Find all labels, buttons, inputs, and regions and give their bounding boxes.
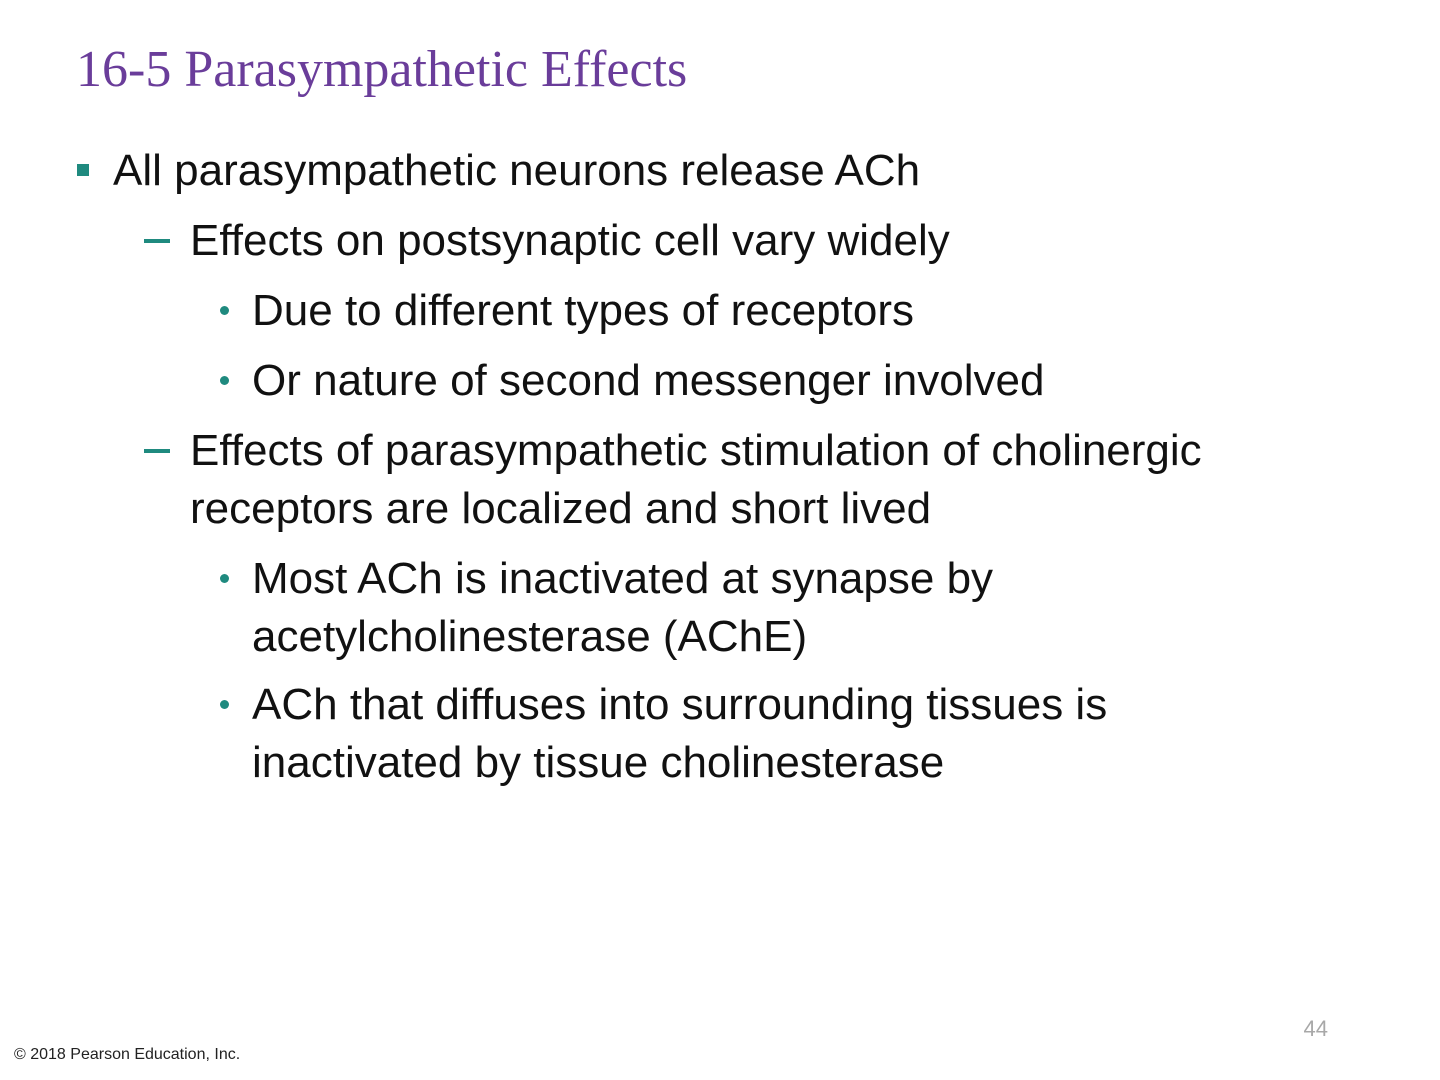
dash-bullet-icon <box>144 449 170 453</box>
dot-bullet-icon <box>220 700 229 709</box>
bullet-text: Or nature of second messenger involved <box>252 356 1045 405</box>
copyright-notice: © 2018 Pearson Education, Inc. <box>14 1046 241 1063</box>
slide-title: 16-5 Parasympathetic Effects <box>76 41 688 98</box>
bullet-level2 <box>190 212 950 270</box>
bullet-level3 <box>252 282 914 340</box>
bullet-text: Effects on postsynaptic cell vary widely <box>190 216 950 265</box>
dot-bullet-icon <box>220 574 229 583</box>
bullet-level3 <box>252 352 1044 410</box>
bullet-text: ACh that diffuses into surrounding tissues is inactivated by tissue cholinesterase <box>252 680 1108 787</box>
bullet-text: Due to different types of receptors <box>252 286 914 335</box>
square-bullet-icon <box>77 164 89 176</box>
bullet-level2 <box>190 422 1320 538</box>
bullet-level3 <box>252 676 1192 792</box>
bullet-level1 <box>113 142 920 200</box>
dot-bullet-icon <box>220 376 229 385</box>
bullet-level3 <box>252 550 1192 666</box>
bullet-text: Effects of parasympathetic stimulation of cholinergic receptors are localized and short lived <box>190 426 1202 533</box>
dot-bullet-icon <box>220 306 229 315</box>
page-number: 44 <box>1303 1016 1328 1041</box>
dash-bullet-icon <box>144 239 170 243</box>
bullet-text: Most ACh is inactivated at synapse by acetylcholinesterase (AChE) <box>252 554 994 661</box>
bullet-text: All parasympathetic neurons release ACh <box>113 146 921 195</box>
